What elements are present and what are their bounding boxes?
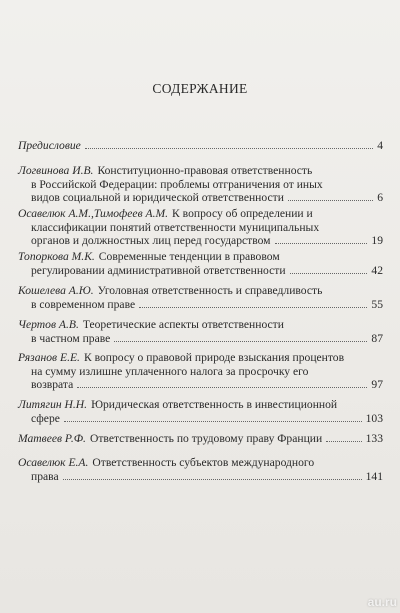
toc-entry-2 (18, 207, 383, 248)
toc-title-line: сфере (31, 411, 60, 425)
toc-author: Осавелюк А.М.,Тимофеев А.М. (18, 207, 169, 220)
toc-entry-4 (18, 284, 383, 311)
toc-line (18, 398, 383, 412)
dot-leader (275, 242, 368, 244)
toc-line (18, 164, 383, 178)
toc-title-line: К вопросу о правовой природе взыскания процентов (83, 351, 345, 364)
contents-title: СОДЕРЖАНИЕ (152, 81, 248, 96)
toc-page-number: 42 (371, 263, 383, 277)
toc-title-line: Современные тенденции в правовом (98, 250, 280, 263)
toc-line (18, 318, 383, 332)
toc-author: Осавелюк Е.А. (18, 456, 89, 469)
toc-line (18, 351, 383, 365)
toc-entry-1 (18, 164, 383, 205)
toc-entry-9 (18, 456, 383, 483)
toc-entry-7 (18, 398, 383, 425)
toc-title-line: видов социальной и юридической ответственности (31, 191, 284, 205)
toc-author: Чертов А.В. (18, 318, 79, 331)
toc-author: Топоркова М.К. (18, 250, 95, 263)
toc-line (18, 264, 383, 278)
toc-title-line: Теоретические аспекты ответственности (82, 318, 284, 331)
dot-leader (288, 199, 373, 201)
toc-author: Логвинова И.В. (18, 164, 94, 177)
toc-title-line: Конституционно-правовая ответственность (97, 164, 313, 177)
toc-line (18, 139, 383, 153)
toc-title-line: Ответственность субъектов международного (92, 456, 315, 469)
toc-line (18, 332, 383, 346)
toc-page-number: 141 (365, 469, 383, 483)
toc-page-number: 19 (371, 234, 383, 248)
toc-line (18, 470, 383, 484)
toc-title-line: в частном праве (31, 331, 111, 345)
toc-line (18, 365, 383, 379)
toc-author: Кошелева А.Ю. (18, 284, 94, 297)
toc-entry-3 (18, 250, 383, 277)
dot-leader (139, 306, 367, 308)
toc-line (18, 284, 383, 298)
toc-line (18, 432, 383, 446)
toc-entry-6 (18, 351, 383, 392)
toc-page-number: 6 (377, 191, 383, 205)
site-watermark: au.ru (367, 595, 397, 609)
toc-page-number: 4 (377, 139, 383, 152)
toc-page-number: 103 (365, 411, 383, 425)
toc-page-number: 133 (365, 432, 383, 445)
toc-title-line: Уголовная ответственность и справедливость (97, 284, 323, 297)
dot-leader (326, 440, 361, 442)
toc-author: Литягин Н.Н. (18, 398, 88, 411)
toc-title-line: права (31, 469, 59, 483)
toc-page-number: 55 (371, 297, 383, 311)
toc-author: Предисловие (18, 139, 81, 152)
toc-title-line: возврата (31, 378, 74, 392)
toc-line (18, 298, 383, 312)
dot-leader (114, 340, 367, 342)
toc-line (18, 178, 383, 192)
toc-page-number: 97 (371, 378, 383, 392)
dot-leader (77, 386, 367, 388)
toc-line (18, 207, 383, 221)
toc-line (18, 234, 383, 248)
toc-author: Матвеев Р.Ф. (18, 432, 86, 445)
toc-author: Рязанов Е.Е. (18, 351, 80, 364)
toc-title-line: в Российской Федерации: проблемы отграничения от иных (31, 177, 323, 191)
dot-leader (64, 420, 362, 422)
toc-line (18, 221, 383, 235)
toc-title-line: Ответственность по трудовому праву Франции (89, 432, 323, 445)
toc-title-line: на сумму излишне уплаченного налога за просрочку его (31, 364, 309, 378)
toc-entry-0 (18, 139, 383, 153)
toc-line (18, 456, 383, 470)
toc-entry-5 (18, 318, 383, 345)
toc-page-number: 87 (371, 331, 383, 345)
toc-title-line: в современном праве (31, 297, 136, 311)
toc-line (18, 250, 383, 264)
dot-leader (63, 478, 362, 480)
toc-title-line: Юридическая ответственность в инвестиционной (91, 398, 338, 411)
toc-title-line: регулировании административной ответственности (31, 263, 286, 277)
toc-line (18, 378, 383, 392)
toc-title-line: классификации понятий ответственности муниципальных (31, 220, 320, 234)
dot-leader (85, 147, 373, 149)
toc-title-line: К вопросу об определении и (172, 207, 313, 220)
toc-title-line: органов и должностных лиц перед государством (31, 234, 271, 248)
toc-line (18, 412, 383, 426)
toc-entry-8 (18, 432, 383, 446)
toc-line (18, 191, 383, 205)
dot-leader (290, 272, 368, 274)
